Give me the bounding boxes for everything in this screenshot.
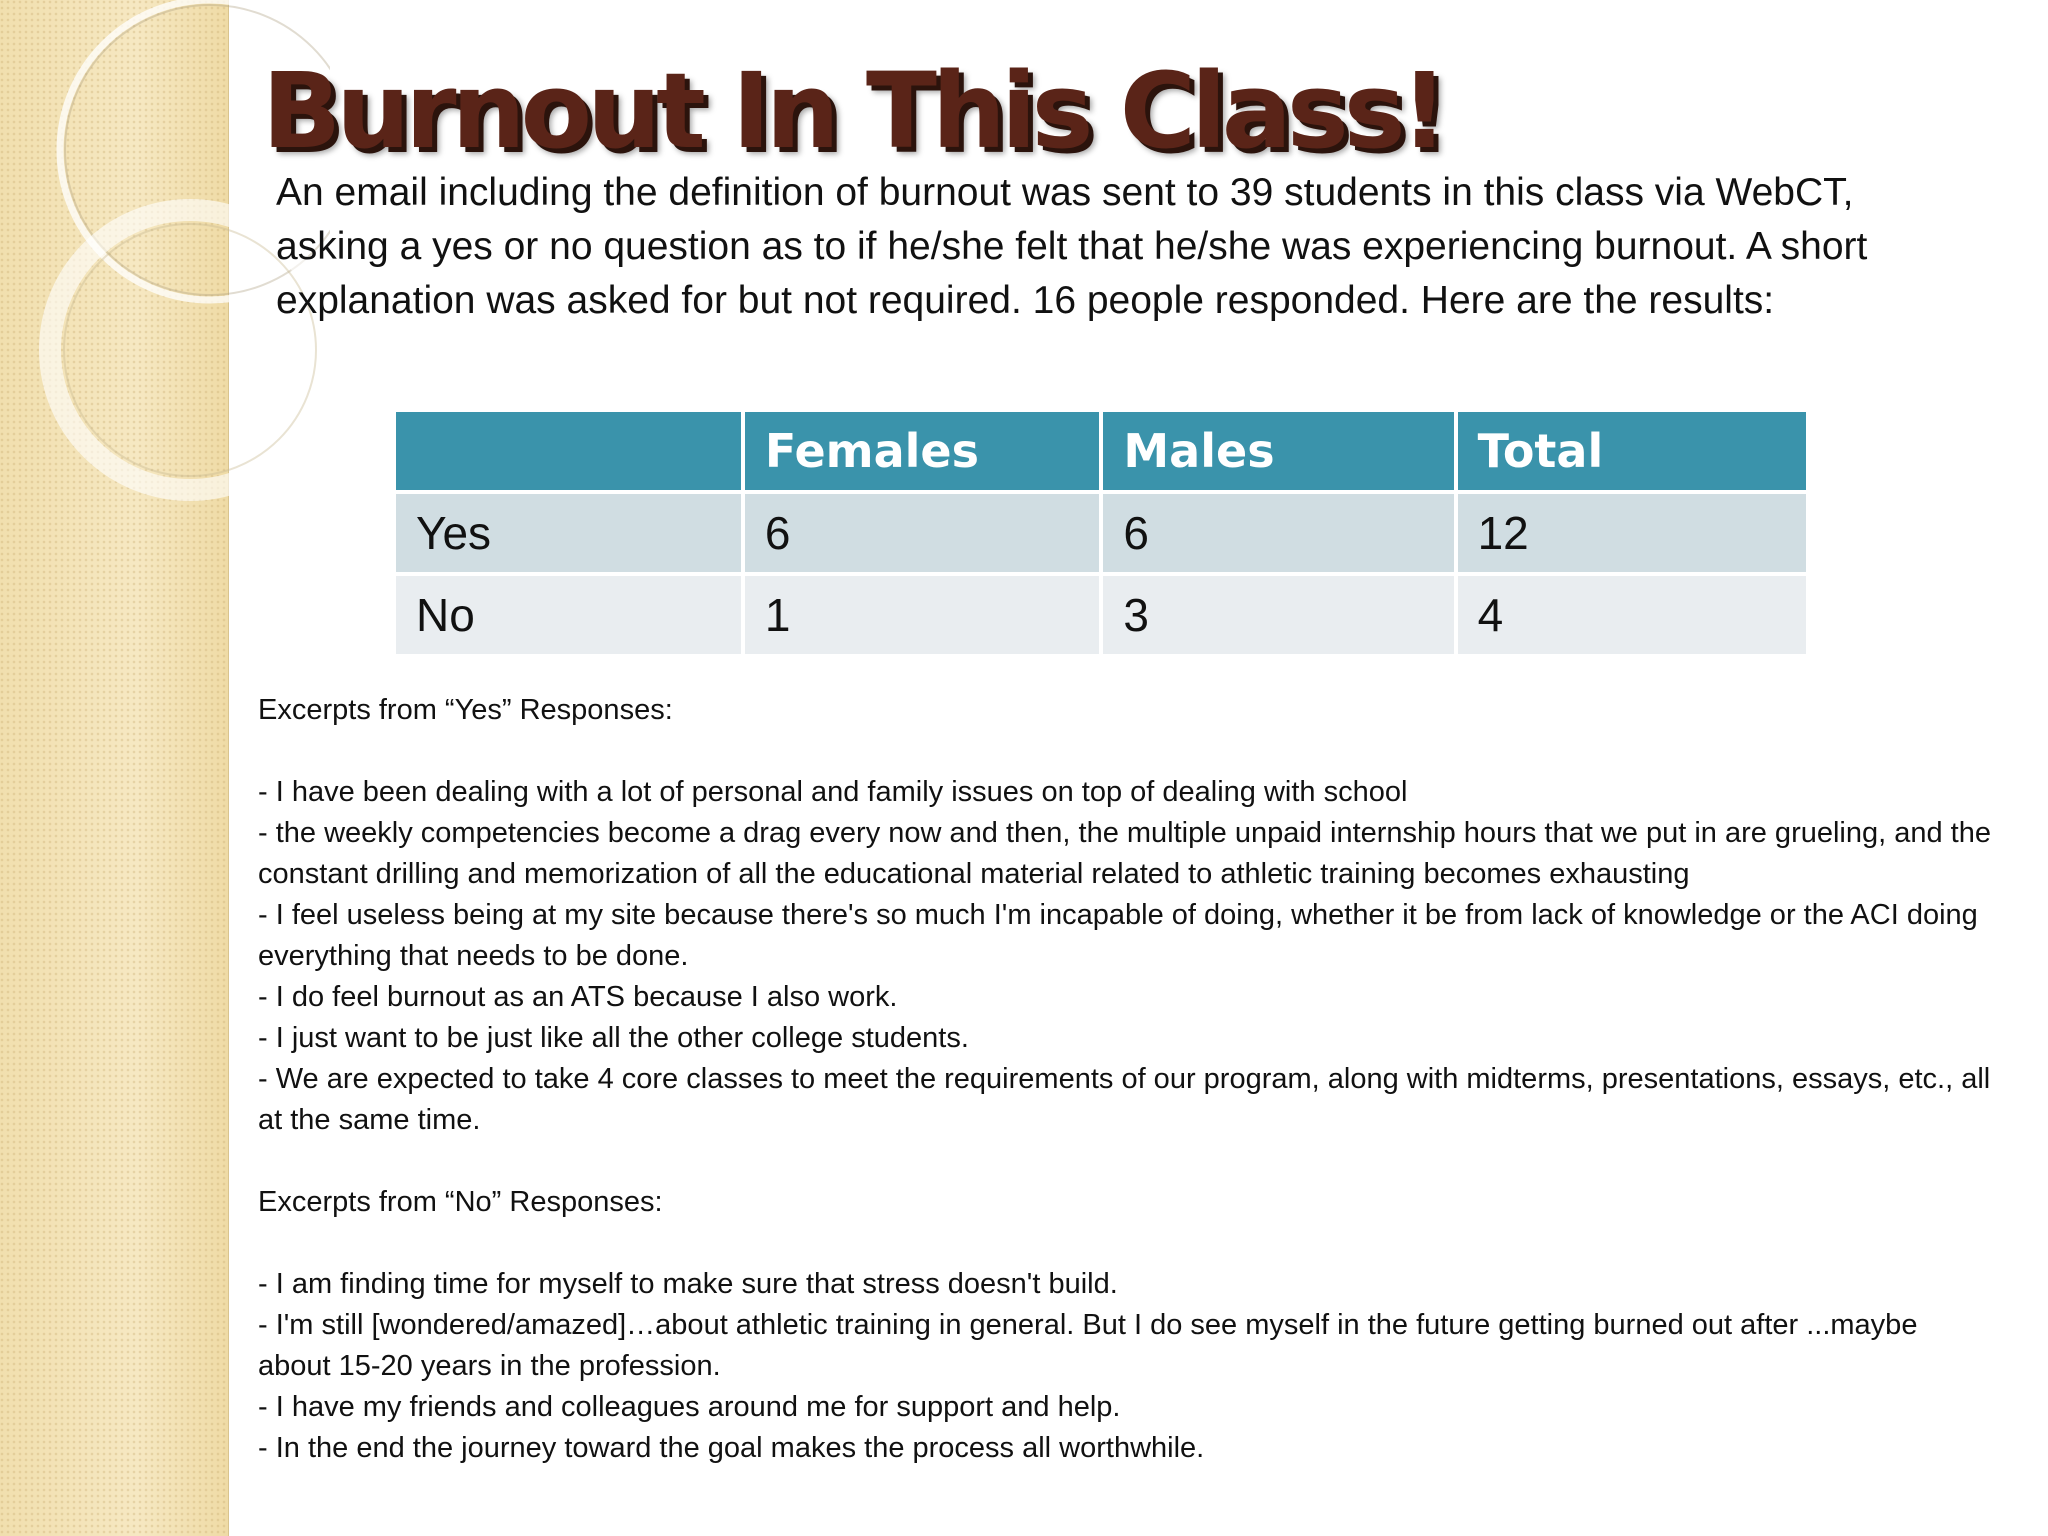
spacer [258, 1223, 1998, 1264]
table-header-row [396, 412, 1806, 490]
header-empty [396, 412, 741, 490]
header-females: Females [745, 412, 1100, 490]
cell-females: 1 [745, 576, 1100, 654]
no-response-item: - I am finding time for myself to make sure that stress doesn't build. [258, 1268, 1118, 1300]
cell-females: 6 [745, 494, 1100, 572]
spacer [258, 731, 1998, 772]
no-response-item: - I'm still [wondered/amazed]…about athletic training in general. But I do see myself in the future getting burned out after ...maybe about 15-20 years in the profession. [258, 1309, 1918, 1382]
cell-males: 3 [1103, 576, 1453, 654]
cell-total: 4 [1458, 576, 1806, 654]
yes-response-item: - I feel useless being at my site because there's so much I'm incapable of doing, whether it be from lack of knowledge or the ACI doing everything that needs to be done. [258, 899, 1978, 972]
no-response-item: - In the end the journey toward the goal makes the process all worthwhile. [258, 1432, 1205, 1464]
yes-response-item: - I just want to be just like all the other college students. [258, 1022, 969, 1054]
yes-responses-heading: Excerpts from “Yes” Responses: [258, 694, 673, 726]
yes-response-item: - the weekly competencies become a drag every now and then, the multiple unpaid internship hours that we put in are grueling, and the constant drilling and memorization of all the educational material related to athletic training becomes exhausting [258, 817, 1991, 890]
row-label: No [396, 576, 741, 654]
cell-males: 6 [1103, 494, 1453, 572]
table-row-yes [396, 494, 1806, 572]
no-responses-heading: Excerpts from “No” Responses: [258, 1186, 663, 1218]
yes-response-item: - We are expected to take 4 core classes to meet the requirements of our program, along with midterms, presentations, essays, etc., all at the same time. [258, 1063, 1991, 1136]
results-table [392, 408, 1810, 658]
spacer [258, 1141, 1998, 1182]
header-total: Total [1458, 412, 1806, 490]
intro-paragraph: An email including the definition of burnout was sent to 39 students in this class via WebCT, asking a yes or no question as to if he/she felt that he/she was experiencing burnout. A short explanation was asked for but not required. 16 people responded. Here are the results: [276, 171, 1868, 322]
slide-title: Burnout In This Class! [262, 50, 1444, 172]
no-response-item: - I have my friends and colleagues around me for support and help. [258, 1391, 1121, 1423]
table-row-no [396, 576, 1806, 654]
yes-response-item: - I do feel burnout as an ATS because I also work. [258, 981, 898, 1013]
yes-response-item: - I have been dealing with a lot of personal and family issues on top of dealing with school [258, 776, 1408, 808]
header-males: Males [1103, 412, 1453, 490]
responses-block [258, 690, 1998, 1469]
row-label: Yes [396, 494, 741, 572]
cell-total: 12 [1458, 494, 1806, 572]
